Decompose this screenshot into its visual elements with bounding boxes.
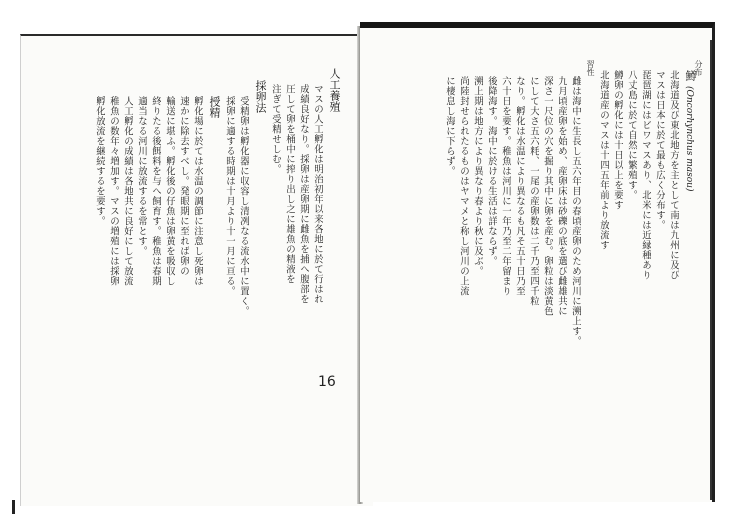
scan-mark [12, 500, 15, 514]
section-heading: 人工養殖 [328, 68, 341, 112]
habits-line-10: に棲息し海に下らず。 [444, 76, 455, 176]
page-edge-shadow [710, 40, 712, 500]
habits-line-5: なり。孵化は水温により異なるも凡そ五十日乃至 [514, 76, 525, 296]
margin-note-habits: 習性 [586, 60, 595, 76]
culture-line-2: 成績良好なり。採卵は産卵期に雌魚を捕へ腹部を [298, 84, 309, 304]
culture-line-8: 速かに除去すべし。発眼期に至れば卵の [178, 96, 189, 276]
habits-line-2: 九月頃産卵を始め、産卵床は砂礫の底を選び雌雄共に [556, 76, 567, 316]
distribution-line-3: 琵琶湖にはビワマスあり、北米には近縁種あり [640, 70, 651, 280]
culture-line-6: 採卵に適する時期は十月より十一月に亘る。 [224, 96, 235, 296]
page-number: 16 [318, 374, 336, 390]
scientific-name: (Oncorhynchus masou) [684, 86, 694, 192]
culture-line-3: 圧して卵を桶中に搾り出し之に雄魚の精液を [284, 84, 295, 284]
culture-line-5: 受精卵は孵化器に収容し清冽なる流水中に置く。 [238, 96, 249, 316]
distribution-line-1: 北海道及び東北地方を主として南は九州に及び [668, 70, 679, 280]
culture-line-10: 終りたる後餌料を与へ飼育す。稚魚は春期 [150, 96, 161, 286]
culture-line-14: 孵化放流を継続するを要す。 [94, 96, 105, 226]
distribution-line-5: 鱒卵の孵化には十日以上を要す [612, 70, 623, 210]
culture-line-7: 孵化場に於ては水温の調節に注意し死卵は [192, 96, 203, 286]
distribution-line-4: 八丈島に於て自然に繁殖す。 [626, 70, 637, 200]
habits-line-1: 雌は海中に生長し五六年目の春頃産卵のため河川に溯上す。 [570, 76, 581, 346]
culture-line-9: 輸送に堪ふ。孵化後の仔魚は卵黄を吸収し [164, 96, 175, 286]
distribution-line-2: マスは日本に於て最も広く分布す。 [654, 70, 665, 230]
sub-heading-fertilization: 授精 [208, 96, 221, 118]
culture-line-11: 適当なる河川に放流するを常とす。 [136, 96, 147, 256]
distribution-line-6: 北海道産のマスは十四五年前より放流す [598, 70, 609, 250]
culture-line-12: 人工孵化の成績は各地共に良好にして放流 [122, 96, 133, 286]
section-label-distribution: 分布 [694, 60, 703, 76]
habits-line-9: 尚陸封せられたるものはヤマメと称し河川の上流 [458, 76, 469, 296]
culture-line-13: 稚魚の数年々増加す。マスの増殖には採卵 [108, 96, 119, 286]
sub-heading-egg-collection: 採卵法 [254, 80, 267, 113]
habits-line-7: 後降海す。海中に於ける生活は詳ならず。 [486, 76, 497, 266]
culture-line-1: マスの人工孵化は明治初年以来各地に於て行はれ [312, 84, 323, 304]
habits-line-8: 溯上期は地方により異なり春より秋に及ぶ。 [472, 76, 483, 276]
habits-line-4: にして大さ五六粍、一尾の産卵数は二千乃至四千粒 [528, 76, 539, 306]
species-heading: 鱒 [684, 70, 697, 81]
habits-line-6: 六十日を要す。稚魚は河川に一年乃至二年留まり [500, 76, 511, 296]
habits-line-3: 深さ一尺位の穴を掘り其中に卵を産む。卵粒は淡黄色 [542, 76, 553, 316]
culture-line-4: 注ぎて受精せしむ。 [270, 84, 281, 174]
